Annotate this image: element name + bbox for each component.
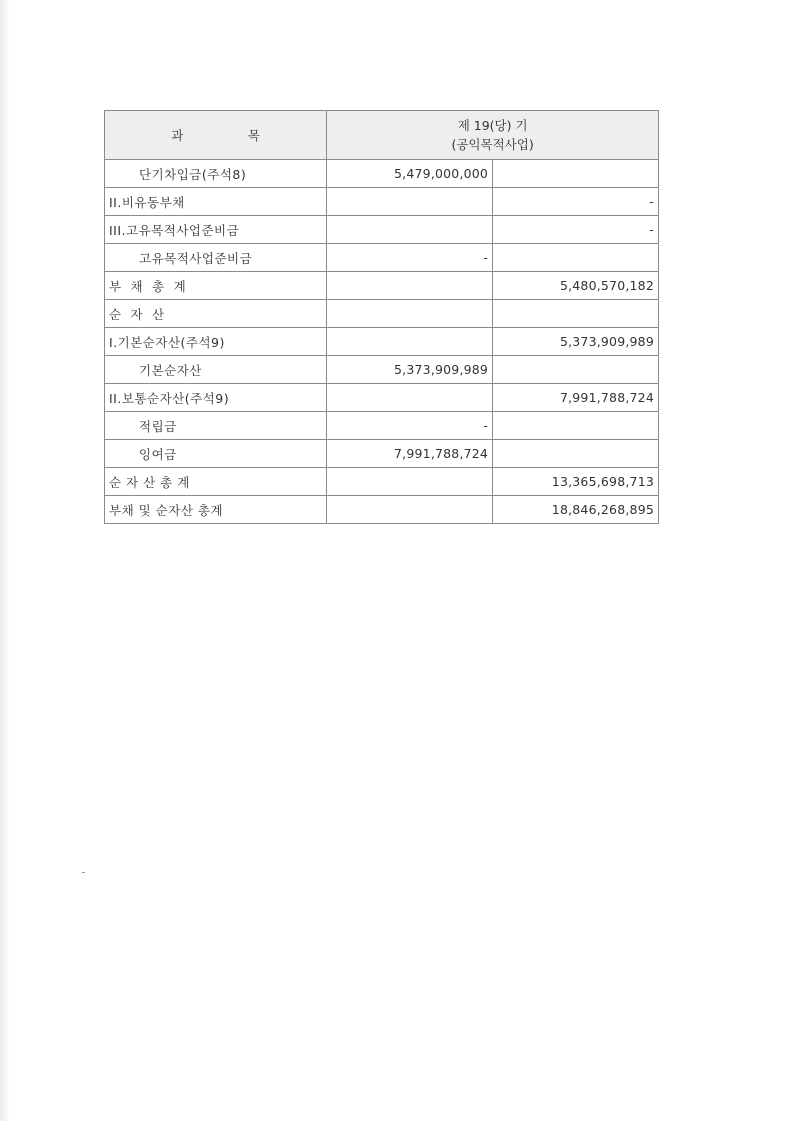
row-amount-total: - bbox=[493, 188, 659, 216]
row-label: 적립금 bbox=[105, 412, 327, 440]
table-row bbox=[105, 468, 659, 496]
row-amount-detail bbox=[327, 468, 493, 496]
financial-statement-table bbox=[104, 110, 659, 524]
row-label: 순 자 산 bbox=[105, 300, 327, 328]
row-amount-detail bbox=[327, 300, 493, 328]
row-amount-detail bbox=[327, 496, 493, 524]
scan-edge-shadow bbox=[0, 0, 10, 1121]
row-amount-detail bbox=[327, 188, 493, 216]
header-subject-right: 목 bbox=[247, 128, 260, 143]
row-amount-detail: 5,479,000,000 bbox=[327, 160, 493, 188]
row-amount-detail: 7,991,788,724 bbox=[327, 440, 493, 468]
row-label: 부채 및 순자산 총계 bbox=[105, 496, 327, 524]
table-row bbox=[105, 188, 659, 216]
row-amount-total: 18,846,268,895 bbox=[493, 496, 659, 524]
row-amount-detail bbox=[327, 216, 493, 244]
row-amount-detail bbox=[327, 272, 493, 300]
table-row bbox=[105, 384, 659, 412]
header-period-title: 제 19(당) 기 bbox=[457, 118, 528, 133]
table-row bbox=[105, 412, 659, 440]
row-label: III.고유목적사업준비금 bbox=[105, 216, 327, 244]
row-amount-total bbox=[493, 356, 659, 384]
row-label: 잉여금 bbox=[105, 440, 327, 468]
row-label: 순 자 산 총 계 bbox=[105, 468, 327, 496]
row-label: II.보통순자산(주석9) bbox=[105, 384, 327, 412]
row-amount-detail bbox=[327, 328, 493, 356]
scan-speck bbox=[82, 872, 85, 873]
header-subject bbox=[105, 111, 327, 160]
row-amount-detail: - bbox=[327, 244, 493, 272]
table-row bbox=[105, 300, 659, 328]
header-subject-left: 과 bbox=[171, 128, 184, 143]
row-label: 부 채 총 계 bbox=[105, 272, 327, 300]
table-row bbox=[105, 272, 659, 300]
row-amount-detail: 5,373,909,989 bbox=[327, 356, 493, 384]
row-amount-total bbox=[493, 160, 659, 188]
table-row bbox=[105, 440, 659, 468]
row-amount-total bbox=[493, 412, 659, 440]
table-row bbox=[105, 356, 659, 384]
row-amount-total bbox=[493, 440, 659, 468]
table-row bbox=[105, 160, 659, 188]
row-amount-detail: - bbox=[327, 412, 493, 440]
row-amount-detail bbox=[327, 384, 493, 412]
row-amount-total: 7,991,788,724 bbox=[493, 384, 659, 412]
row-label: 고유목적사업준비금 bbox=[105, 244, 327, 272]
header-period bbox=[327, 111, 659, 160]
row-label: 단기차입금(주석8) bbox=[105, 160, 327, 188]
table-header-row bbox=[105, 111, 659, 160]
table-row bbox=[105, 244, 659, 272]
row-label: II.비유동부채 bbox=[105, 188, 327, 216]
table-row bbox=[105, 328, 659, 356]
row-amount-total bbox=[493, 300, 659, 328]
row-amount-total: 5,373,909,989 bbox=[493, 328, 659, 356]
row-label: I.기본순자산(주석9) bbox=[105, 328, 327, 356]
row-amount-total: - bbox=[493, 216, 659, 244]
table-row bbox=[105, 216, 659, 244]
row-label: 기본순자산 bbox=[105, 356, 327, 384]
row-amount-total: 5,480,570,182 bbox=[493, 272, 659, 300]
header-period-subtitle: (공익목적사업) bbox=[451, 137, 534, 152]
table-row bbox=[105, 496, 659, 524]
row-amount-total: 13,365,698,713 bbox=[493, 468, 659, 496]
row-amount-total bbox=[493, 244, 659, 272]
